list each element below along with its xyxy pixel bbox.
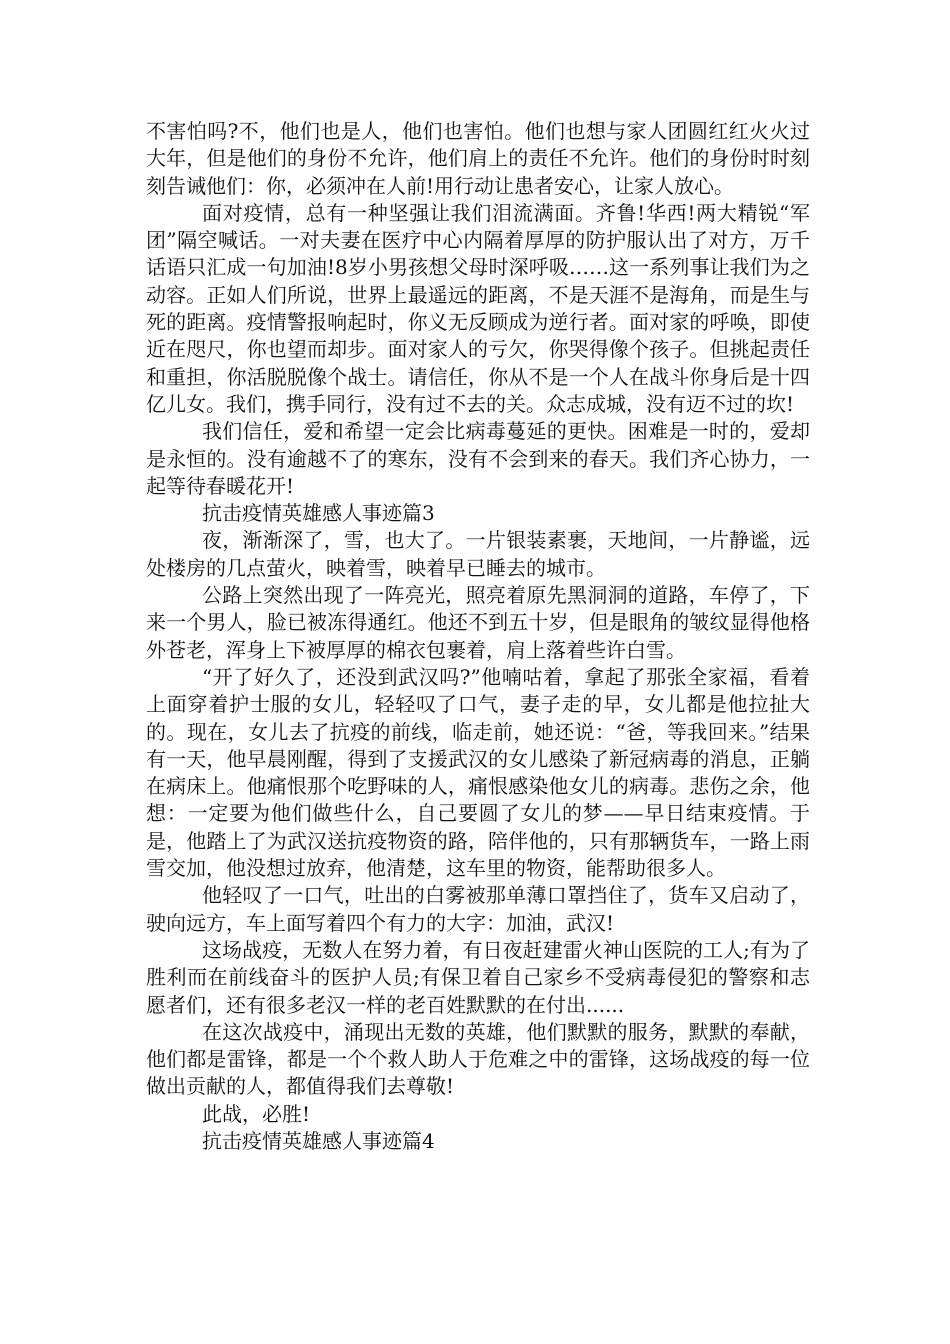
paragraph-1: 不害怕吗?不，他们也是人，他们也害怕。他们也想与家人团圆红红火火过大年，但是他们的身份不允许，他们肩上的责任不允许。他们的身份时时刻刻告诫他们：你，必须冲在人前!用行动让患者安心，让家人放心。 [146, 119, 810, 198]
paragraph-9: 在这次战疫中，涌现出无数的英雄，他们默默的服务，默默的奉献，他们都是雷锋，都是一个个救人助人于危难之中的雷锋，这场战疫的每一位做出贡献的人，都值得我们去尊敬! [146, 1019, 810, 1099]
paragraph-5: 公路上突然出现了一阵亮光，照亮着原先黑洞洞的道路，车停了，下来一个男人，脸已被冻得通红。他还不到五十岁，但是眼角的皱纹显得他格外苍老，浑身上下被厚厚的棉衣包裹着，肩上落着些许白雪。 [146, 583, 810, 662]
paragraph-6: “开了好久了，还没到武汉吗?”他喃咕着，拿起了那张全家福，看着上面穿着护士服的女儿，轻轻叹了口气，妻子走的早，女儿都是他拉扯大的。现在，女儿去了抗疫的前线，临走前，她还说：“爸，等我回来。”结果有一天，他早晨刚醒，得到了支援武汉的女儿感染了新冠病毒的消息，正躺在病床上。他痛恨那个吃野味的人，痛恨感染他女儿的病毒。悲伤之余，他想：一定要为他们做些什么，自己要圆了女儿的梦——早日结束疫情。于是，他踏上了为武汉送抗疫物资的路，陪伴他的，只有那辆货车，一路上雨雪交加，他没想过放弃，他清楚，这车里的物资，能帮助很多人。 [146, 664, 810, 881]
paragraph-3: 我们信任，爱和希望一定会比病毒蔓延的更快。困难是一时的，爱却是永恒的。没有逾越不了的寒东，没有不会到来的春天。我们齐心协力，一起等待春暖花开! [146, 419, 810, 498]
paragraph-8: 这场战疫，无数人在努力着，有日夜赶建雷火神山医院的工人;有为了胜利而在前线奋斗的医护人员;有保卫着自己家乡不受病毒侵犯的警察和志愿者们，还有很多老汉一样的老百姓默默的在付出...... [146, 937, 810, 1017]
section-heading-3: 抗击疫情英雄感人事迹篇3 [202, 501, 435, 526]
paragraph-4: 夜，渐渐深了，雪，也大了。一片银装素裹，天地间，一片静谧，远处楼房的几点萤火，映着雪，映着早已睡去的城市。 [146, 528, 810, 580]
section-heading-4: 抗击疫情英雄感人事迹篇4 [202, 1128, 435, 1153]
paragraph-10: 此战，必胜! [202, 1101, 311, 1126]
paragraph-2: 面对疫情，总有一种坚强让我们泪流满面。齐鲁!华西!两大精锐“军团”隔空喊话。一对夫妻在医疗中心内隔着厚厚的防护服认出了对方，万千话语只汇成一句加油!8岁小男孩想父母时深呼吸……这一系列事让我们为之动容。正如人们所说，世界上最遥远的距离，不是天涯不是海角，而是生与死的距离。疫情警报响起时，你义无反顾成为逆行者。面对家的呼唤，即使近在咫尺，你也望而却步。面对家人的亏欠，你哭得像个孩子。但挑起责任和重担，你活脱脱像个战士。请信任，你从不是一个人在战斗你身后是十四亿儿女。我们，携手同行，没有过不去的关。众志成城，没有迈不过的坎! [146, 200, 810, 416]
document-body [146, 118, 810, 1155]
paragraph-7: 他轻叹了一口气，吐出的白雾被那单薄口罩挡住了，货车又启动了，驶向远方，车上面写着四个有力的大字：加油，武汉! [146, 883, 810, 935]
